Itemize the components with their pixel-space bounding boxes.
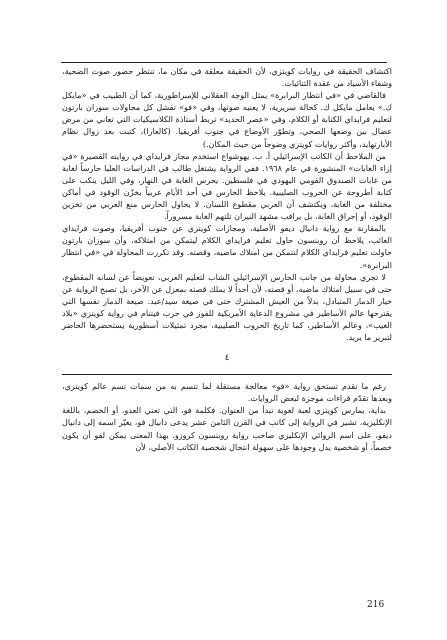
paragraph: رغم ما تقدم تستحق رواية «فو» معالجة مستقلة لما تتسم به من سمات تسم عالم كويتزي، وبعدها تقدّم قراءات موجزة لبعض الروايات.	[62, 382, 392, 404]
paragraph: بداية، يمارس كويتزي لعبة لغوية تبدأ من العنوان. فكلمة فو، التي تعني العدو، أو الخصم، باللغة الإنكليزية، تشير في الرواية إلى كاتب في القرن الثامن عشر يدعى دانيال فو، يغيّر اسمه إلى دانيال ديفو، على اسم الروائي الإنكليزي صاحب رواية روبنسون كروزو. بهذا المعنى يمكن لفو أن يكون خصماً، أو شخصية يدل وجودها على سهولة انتحال شخصية الكاتب الأصلي، لأن	[62, 406, 392, 452]
top-rule	[61, 62, 387, 63]
paragraph: من الملاحظ أن الكاتب الإسرائيلي أ. ب. يهوشواع استخدم مجاز فرايداي في روايته القصيرة «في إزاء الغابات» المنشورة في عام ١٩٦٨. ففي الرواية يشتغل طالب في الدراسات العليا حارساً لغابة من غابات الصندوق القومي اليهودي في فلسطين. يحرس الغابة في النهار، وفي الليل ينكب على كتابة أطروحة عن الحروب الصليبية. يلاحظ الحارس في أحد الأيام عربياً يخزّن الوقود في أماكن مختلفة من الغابة، ويكتشف أن العربي مقطوع اللسان. لا يحاول الحارس منع العربي من تخزين الوقود، أو إحراق الغابة، بل يراقب مشهد النيران تلتهم الغابة مسروراً.	[62, 151, 393, 222]
paragraph: فالقاضي في «في انتظار البرابرة» يمثل الوجه العقلاني للإمبراطورية، كما أن الطبيب في «مايكل ك.» يعامل مايكل ك. كحالة سريرية، لا يعنيه صوتها، وفي «فو» تفشل كل محاولات سوزان بارتون لتعليم فرايداي الكتابة أو الكلام، وفي «عصر الحديد» تربط أستاذة الكلاسيكيات التي تعاني من مرض عضال بين وضعها الصحي، وتطوّر الأوضاع في جنوب أفريقيا. (كالعارا)، كتبت بعد زوال نظام الأبارتهايد، وأكثر روايات كويتزي وضوحاً من حيث المكان.)	[62, 91, 393, 149]
page-body	[62, 66, 392, 454]
section-divider	[62, 374, 392, 375]
paragraph: اكتشاف الحقيقة في روايات كويتزي، لأن الحقيقة معلقة في مكان ما، تنتظر حضور صوت الضحية، وشفاء الأسياد من عقدة الثنائيات.	[62, 67, 392, 89]
page-number: 216	[367, 600, 385, 610]
paragraph: لا تجري محاولة من جانب الحارس الإسرائيلي الشاب لتعليم العربي، تعويضاً عن لسانه المقطوع، حتى في سبيل امتلاك ماضيه، أو قصته، لأن أحداً لا يملك قصته بمعزل عن الآخر، بل تصبح الرواية عن خيار الدمار المتبادل، بدلاً من العيش المشترك حتى في صيغة سيد/عبد. صيغة الدمار نفسها التي يقترحها عالم الأساطير في مشروع الدعاية الأمريكية للفوز في حرب فيتنام في رواية كويتزي «بلاد الغيب»، وعالم الأساطير، كما تاريخ الحروب الصليبية، مجرد تمثيلات أسطورية يستحضرها الحاضر لتبرير ما يريد.	[62, 272, 392, 343]
section-number: ٤	[224, 353, 230, 364]
paragraph: بالمقارنة مع رواية دانيال ديفو الأصلية، ومجازات كويتزي عن جنوب أفريقيا، وصوت فرايداي الغائب، يلاحظ أن روبنسون حاول تعليم فرايداي الكلام ليتمكن من امتلاكه، وأن سوزان بارتون حاولت تعليم فرايداي الكلام لتتمكن من امتلاك ماضيه، وقصته. وقد تكررت المحاولة في «في انتظار البرابرة».	[62, 224, 392, 270]
